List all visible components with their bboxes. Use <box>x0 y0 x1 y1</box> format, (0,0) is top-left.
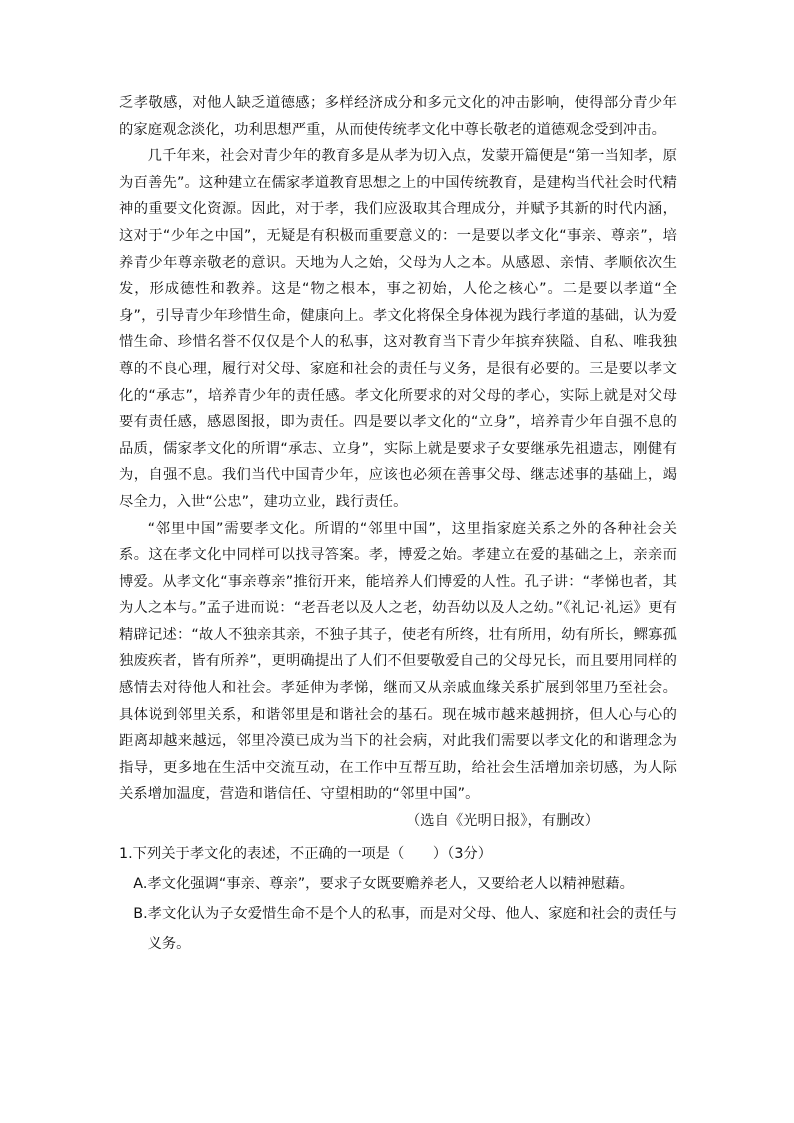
option-a-label: A. <box>133 875 148 892</box>
article-source: （选自《光明日报》，有删改） <box>405 813 599 830</box>
option-b <box>119 899 677 959</box>
document-page <box>119 90 677 959</box>
option-a-text: 孝文化强调“事亲、尊亲”，要求子女既要赡养老人，又要给老人以精神慰藉。 <box>147 875 634 892</box>
question-stem: 1.下列关于孝文化的表述，不正确的一项是（ ）（3分） <box>119 845 493 862</box>
article-paragraph-1: 乏孝敬感，对他人缺乏道德感；多样经济成分和多元文化的冲击影响，使得部分青少年的家庭观念淡化，功利思想严重，从而使传统孝文化中尊长敬老的道德观念受到冲击。 <box>119 95 677 138</box>
article-paragraph-2: 几千年来，社会对青少年的教育多是从孝为切入点，发蒙开篇便是“第一当知孝，原为百善先”。这种建立在儒家孝道教育思想之上的中国传统教育，是建构当代社会时代精神的重要文化资源。因此，对于孝，我们应汲取其合理成分，并赋予其新的时代内涵，这对于“少年之中国”，无疑是有积极而重要意义的：一是要以孝文化“事亲、尊亲”，培养青少年尊亲敬老的意识。天地为人之始，父母为人之本。从感恩、亲情、孝顺依次生发，形成德性和教养。这是“物之根本，事之初始，人伦之核心”。二是要以孝道“全身”，引导青少年珍惜生命，健康向上。孝文化将保全身体视为践行孝道的基础，认为爱惜生命、珍惜名誉不仅仅是个人的私事，这对教育当下青少年摈弃狭隘、自私、唯我独尊的不良心理，履行对父母、家庭和社会的责任与义务，是很有必要的。三是要以孝文化的“承志”，培养青少年的责任感。孝文化所要求的对父母的孝心，实际上就是对父母要有责任感，感恩图报，即为责任。四是要以孝文化的“立身”，培养青少年自强不息的品质，儒家孝文化的所谓“承志、立身”，实际上就是要求子女要继承先祖遗志，刚健有为，自强不息。我们当代中国青少年，应该也必须在善事父母、继志述事的基础上，竭尽全力，入世“公忠”，建功立业，践行责任。 <box>119 148 677 510</box>
article-paragraph-3: “邻里中国”需要孝文化。所谓的“邻里中国”，这里指家庭关系之外的各种社会关系。这在孝文化中同样可以找寻答案。孝，博爱之始。孝建立在爱的基础之上，亲亲而博爱。从孝文化“事亲尊亲”推衍开来，能培养人们博爱的人性。孔子讲：“孝悌也者，其为人之本与。”孟子进而说：“老吾老以及人之老，幼吾幼以及人之幼。”《礼记·礼运》更有精辟记述：“故人不独亲其亲，不独子其子，使老有所终，壮有所用，幼有所长，鳏寡孤独废疾者，皆有所养”，更明确提出了人们不但要敬爱自己的父母兄长，而且要用同样的感情去对待他人和社会。孝延伸为孝悌，继而又从亲戚血缘关系扩展到邻里乃至社会。具体说到邻里关系，和谐邻里是和谐社会的基石。现在城市越来越拥挤，但人心与心的距离却越来越远，邻里冷漠已成为当下的社会病，对此我们需要以孝文化的和谐理念为指导，更多地在生活中交流互动，在工作中互帮互助，给社会生活增加亲切感，为人际关系增加温度，营造和谐信任、守望相助的“邻里中国”。 <box>119 520 677 803</box>
option-b-label: B. <box>133 905 148 922</box>
option-b-text: 孝文化认为子女爱惜生命不是个人的私事，而是对父母、他人、家庭和社会的责任与义务。 <box>147 905 677 952</box>
option-a <box>119 869 677 899</box>
